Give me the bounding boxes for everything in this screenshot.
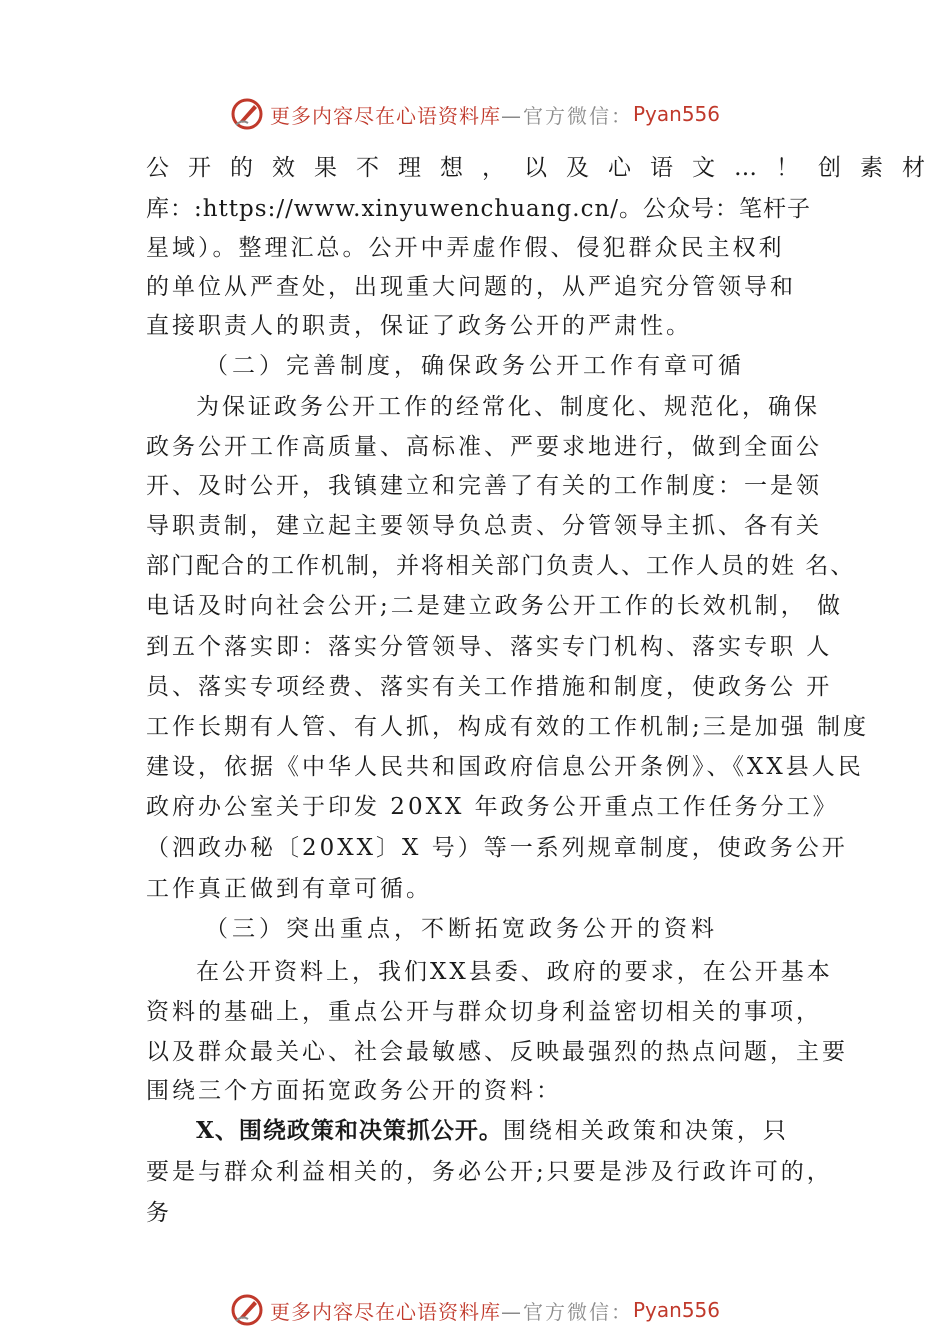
banner-wechat-label: —官方微信：	[500, 1299, 633, 1324]
text-line: 政府办公室关于印发 20XX 年政务公开重点工作任务分工》	[146, 794, 839, 820]
logo-icon	[230, 97, 264, 131]
text-line: 要是与群众利益相关的，务必公开;只要是涉及行政许可的，	[146, 1159, 833, 1185]
section-heading: （二）完善制度，确保政务公开工作有章可循	[205, 353, 745, 379]
banner-wechat-id: Pyan556	[632, 102, 720, 126]
text-line: 星域）。整理汇总。公开中弄虚作假、侵犯群众民主权利	[146, 235, 785, 261]
text-line: 工作长期有人管、有人抓，构成有效的工作机制;三是加强 制度	[146, 714, 870, 740]
text-line: 政务公开工作高质量、高标准、严要求地进行，做到全面公	[146, 434, 822, 460]
banner-wechat-id: Pyan556	[632, 1298, 720, 1322]
text-line: 公开的效果不理想，以及心语文…！创素材	[146, 155, 944, 181]
text-line: 工作真正做到有章可循。	[146, 876, 432, 902]
text-line: 资料的基础上，重点公开与群众切身利益密切相关的事项，	[146, 999, 822, 1025]
text-line: 为保证政务公开工作的经常化、制度化、规范化，确保	[196, 394, 820, 420]
text-span: 围绕相关政策和决策，只	[502, 1118, 789, 1144]
text-line: 部门配合的工作机制，并将相关部门负责人、工作人员的姓 名、	[146, 553, 856, 579]
logo-icon	[230, 1293, 264, 1327]
banner-title: 更多内容尽在心语资料库	[269, 1299, 501, 1324]
banner-wechat-label: —官方微信：	[500, 103, 633, 128]
header-banner	[0, 94, 950, 134]
text-line: （泗政办秘〔20XX〕X 号）等一系列规章制度，使政务公开	[146, 835, 848, 861]
text-line: 导职责制，建立起主要领导负总责、分管领导主抓、各有关	[146, 513, 822, 539]
text-line	[196, 1116, 789, 1146]
footer-banner	[0, 1290, 950, 1330]
text-line: 以及群众最关心、社会最敏感、反映最强烈的热点问题，主要	[146, 1039, 848, 1065]
text-line: 到五个落实即：落实分管领导、落实专门机构、落实专职 人	[146, 634, 833, 660]
text-line: 务	[146, 1200, 172, 1226]
text-line: 员、落实专项经费、落实有关工作措施和制度，使政务公 开	[146, 674, 833, 700]
banner-title: 更多内容尽在心语资料库	[269, 103, 501, 128]
bold-subheading: X、围绕政策和决策抓公开。	[196, 1117, 503, 1144]
text-line: 围绕三个方面拓宽政务公开的资料：	[146, 1078, 562, 1104]
text-line: 电话及时向社会公开;二是建立政务公开工作的长效机制， 做	[146, 593, 844, 619]
text-line: 直接职责人的职责，保证了政务公开的严肃性。	[146, 313, 692, 339]
text-line: 开、及时公开，我镇建立和完善了有关的工作制度：一是领	[146, 473, 822, 499]
text-line: 的单位从严查处，出现重大问题的，从严追究分管领导和	[146, 274, 796, 300]
text-line: 库：:https://www.xinyuwenchuang.cn/。公众号：笔杆子	[146, 196, 812, 222]
text-line: 建设，依据《中华人民共和国政府信息公开条例》、《XX县人民	[146, 754, 864, 780]
section-heading: （三）突出重点，不断拓宽政务公开的资料	[205, 916, 718, 942]
text-line: 在公开资料上，我们XX县委、政府的要求，在公开基本	[196, 959, 833, 985]
